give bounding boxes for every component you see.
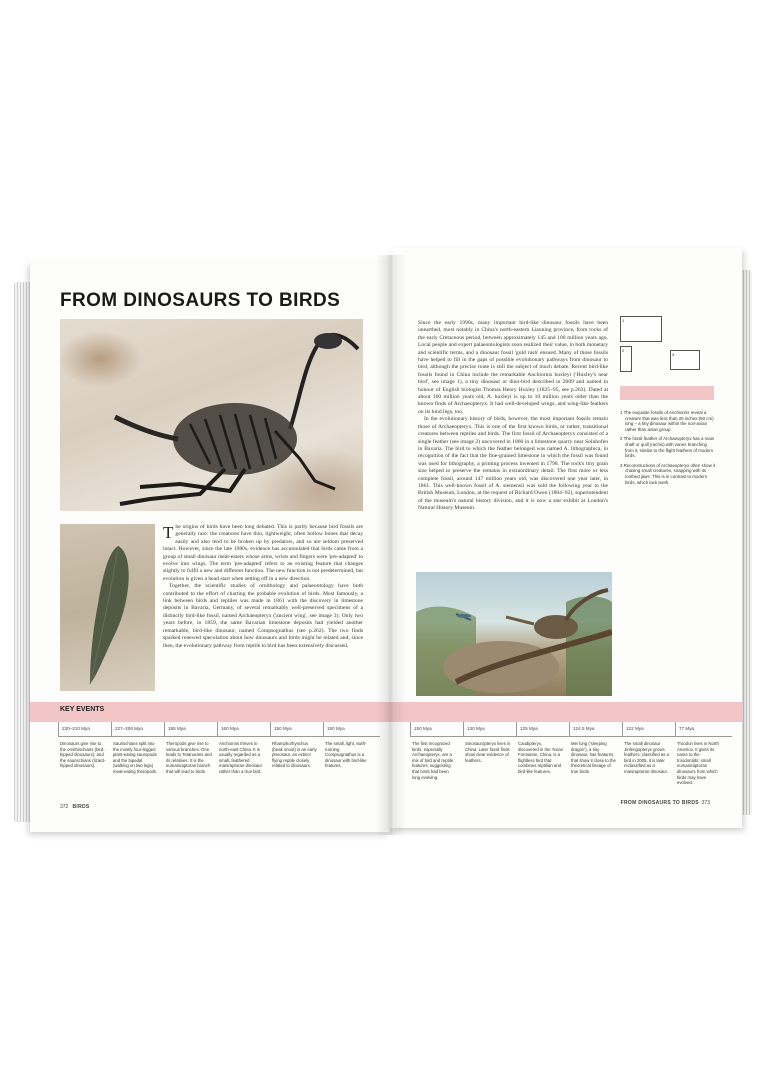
left-folio (60, 804, 90, 810)
bird-skeleton-fossil-image (60, 319, 363, 511)
left-timeline (58, 722, 380, 737)
timeline-date: 150 Mya (410, 722, 464, 736)
key-event-text: Rhamphorhynchus (beak snout) is an early pterosaur, an extinct flying reptile closely related to dinosaurs. (272, 741, 317, 769)
book-gutter-shadow (376, 255, 406, 835)
image-key-box-3: 3 (670, 350, 700, 370)
timeline-date: 125 Mya (516, 722, 570, 736)
key-event-text: Saurischians split into the mostly four-legged plant-eating sauropods and the bipedal (walking on two legs) meat-eating theropods. (113, 741, 158, 774)
drop-cap: T (163, 523, 174, 542)
left-body-text (163, 524, 363, 650)
timeline-date: 227–206 Mya (111, 722, 165, 736)
left-body-paragraph-2: Together, the scientific studies of ornithology and palaeontology have both contributed to the effort of charting the probable evolution of birds. Most famously, a link between birds and reptiles was made in 1861 with the discovery in limestone deposits in Bavaria, Germany, of several remarkably well-preserved specimens of a distinctly bird-like fossil, named Archaeopteryx ('ancient wing', see image 3). Only two years before, in 1859, the same Bavarian limestone deposits had yielded another remarkable, bird-like dinosaur, named Compsognathus (see p.262). The two finds sparked renewed speculation about how dinosaurs and birds might be related and, since then, the evolutionary pathway from reptile to bird has been extensively discussed. (163, 583, 363, 649)
timeline-date: 130 Mya (463, 722, 517, 736)
timeline-date: 122 Mya (622, 722, 676, 736)
key-events-band (390, 702, 742, 722)
right-body-text (418, 320, 608, 513)
captions-band (620, 386, 714, 400)
timeline-date: 195 Mya (164, 722, 218, 736)
key-event-text: The small dinosaur Jinfengopteryx grows feathers, classified as a bird in 2005, it is later reclassified as a maniraptoran dinosaur. (624, 741, 669, 774)
archaeopteryx-reconstruction-image (416, 572, 612, 696)
page-number: 373 (701, 800, 710, 806)
timeline-date: 160 Mya (217, 722, 271, 736)
key-event-text: Mei long ('sleeping dragon'), a tiny dinosaur, has features that show it close to the theoretical lineage of true birds. (571, 741, 616, 774)
running-head: BIRDS (72, 804, 90, 810)
page-number: 372 (60, 804, 69, 810)
fossil-skeleton-drawing (60, 319, 363, 511)
right-page (390, 248, 742, 828)
key-event-text: Theropods give rise to various branches. One leads to Tetanurans and its relatives. It is the eumaniraptoran branch that will lead to birds. (166, 741, 212, 774)
caption-2: 2 The fossil feather of Archaeopteryx has a main shaft or quill (rachis) with vanes branching from it, similar to the flight feathers of modern birds. (620, 436, 715, 459)
archaeopteryx-illustration (416, 572, 612, 696)
key-event-text: The small, light, swift-running Compsognathus is a dinosaur with bird-like features. (325, 741, 367, 769)
right-body-paragraph-1: Since the early 1990s, many important bird-like dinosaur fossils have been unearthed, most notably in China's north-eastern Liaoning province, from rocks of the early Cretaceous period, between approximately 145 and 100 million years ago. Local people and expert palaeontologists soon realized their value, in both monetary and scientific terms, and a dinosaur fossil 'gold rush' ensued. Many of those fossils have helped to fill in the gaps of possible evolutionary pathways from dinosaur to bird, although the precise route is still the subject of much debate. Recent bird-like fossils found in China include the remarkable Anchiornis huxleyi ('Huxley's near bird', see image 1), a tiny dinosaur or dino-bird described in 2009 and named in honour of English biologist Thomas Henry Huxley (1825–95, see p.263). Dated at about 160 million years old, A. huxleyi is up to 10 million years older than the known finds of Archaeopteryx. It had well-developed wings, and wing-like feathers on its hind legs, too. (418, 320, 608, 415)
key-events-heading: KEY EVENTS (60, 706, 105, 713)
key-event-text: Caudipteryx, discovered in the Yixian Formation, China, is a flightless bird that combines reptilian and bird-like features. (518, 741, 564, 774)
page-title: FROM DINOSAURS TO BIRDS (60, 290, 341, 311)
timeline-date: 124.5 Mya (569, 722, 623, 736)
fossil-feather-image (60, 524, 155, 691)
feather-drawing (60, 524, 155, 691)
running-head: FROM DINOSAURS TO BIRDS (620, 800, 699, 806)
caption-3: 3 Reconstructions of Archaeopteryx often show it chasing small creatures, snapping with its toothed jaws. This is in contrast to modern birds, which lack teeth. (620, 462, 716, 485)
image-captions (620, 410, 716, 489)
caption-1: 1 The exquisite fossils of Anchiornis reveal a creature that was less than 20 inches (50 cm) long – a tiny dinosaur within the non-avian rather than avian group. (620, 410, 714, 432)
right-body-paragraph-2: In the evolutionary history of birds, however, the most important fossils remain those of Archaeopteryx. This is one of the first known birds, or rather, transitional creatures between reptiles and birds. The first fossil of Archaeopteryx consisted of a single feather (see image 2) uncovered in 1860 in a limestone quarry near Solnhofen in Bavaria. The bird to which the feather belonged was named A. lithographica, in recognition of the fact that the fine-grained limestone in which the fossil was found was used for lithography, a printing process invented in 1798. The rock's tiny grain size helped to preserve the remains in extraordinary detail. The first more or less complete fossil, around 147 million years old, was discovered one year later, in 1861. This well-known fossil of A. siemensii was sold the following year to the British Museum, London, at the request of Richard Owen (1804–92), superintendent of the museum's natural history division, and it is now a star exhibit at London's Natural History Museum. (418, 416, 608, 512)
timeline-date: 150 Mya (323, 722, 377, 736)
timeline-date: 150 Mya (270, 722, 324, 736)
right-timeline (410, 722, 732, 737)
left-page (30, 262, 390, 832)
key-event-text: Dinosaurs give rise to the ornithischians (bird-hipped dinosaurs), and the saurischians (lizard-hipped dinosaurs). (60, 741, 106, 769)
left-body-paragraph-1 (163, 524, 363, 583)
key-event-text: Troodon lives in North America. It gives its name to the troodontids: small eumaniraptoran dinosaurs from which birds may have evolved. (677, 741, 719, 786)
key-event-text: The first recognized birds, especially Archaeopteryx, are a mix of bird and reptile features, suggesting that birds had been long evolving. (412, 741, 454, 780)
image-key-diagram (620, 316, 720, 386)
timeline-date: 77 Mya (675, 722, 729, 736)
image-key-box-1: 1 (620, 316, 662, 342)
right-folio (621, 800, 710, 806)
image-key-box-2: 2 (620, 346, 632, 372)
timeline-date: 230–210 Mya (58, 722, 112, 736)
key-event-text: Anchiornis thrives in north-east China. It is usually regarded as a small, feathered maniraptoran dinosaur rather than a true bird. (219, 741, 262, 774)
left-body-paragraph-1-text: he origins of birds have been long debated. This is partly because bird fossils are generally rare: the creatures have thin, lightweight, often hollow bones that decay easily and also tend to be broken up by predators, and so are seldom preserved intact. However, since the late 1980s, evidence has accumulated that birds came from a group of small dinosaur meat-eaters whose arms, wrists and fingers were 'pre-adapted' to evolve into wings. The term 'pre-adapted' refers to an existing feature that changes slightly to fulfil a new and different function. The new function is not predetermined, but evolution is given a head start when setting off in a new direction. (163, 524, 363, 582)
key-event-text: Sinosauropteryx lives in China. Later fossil finds show clear evidence of feathers. (465, 741, 511, 763)
